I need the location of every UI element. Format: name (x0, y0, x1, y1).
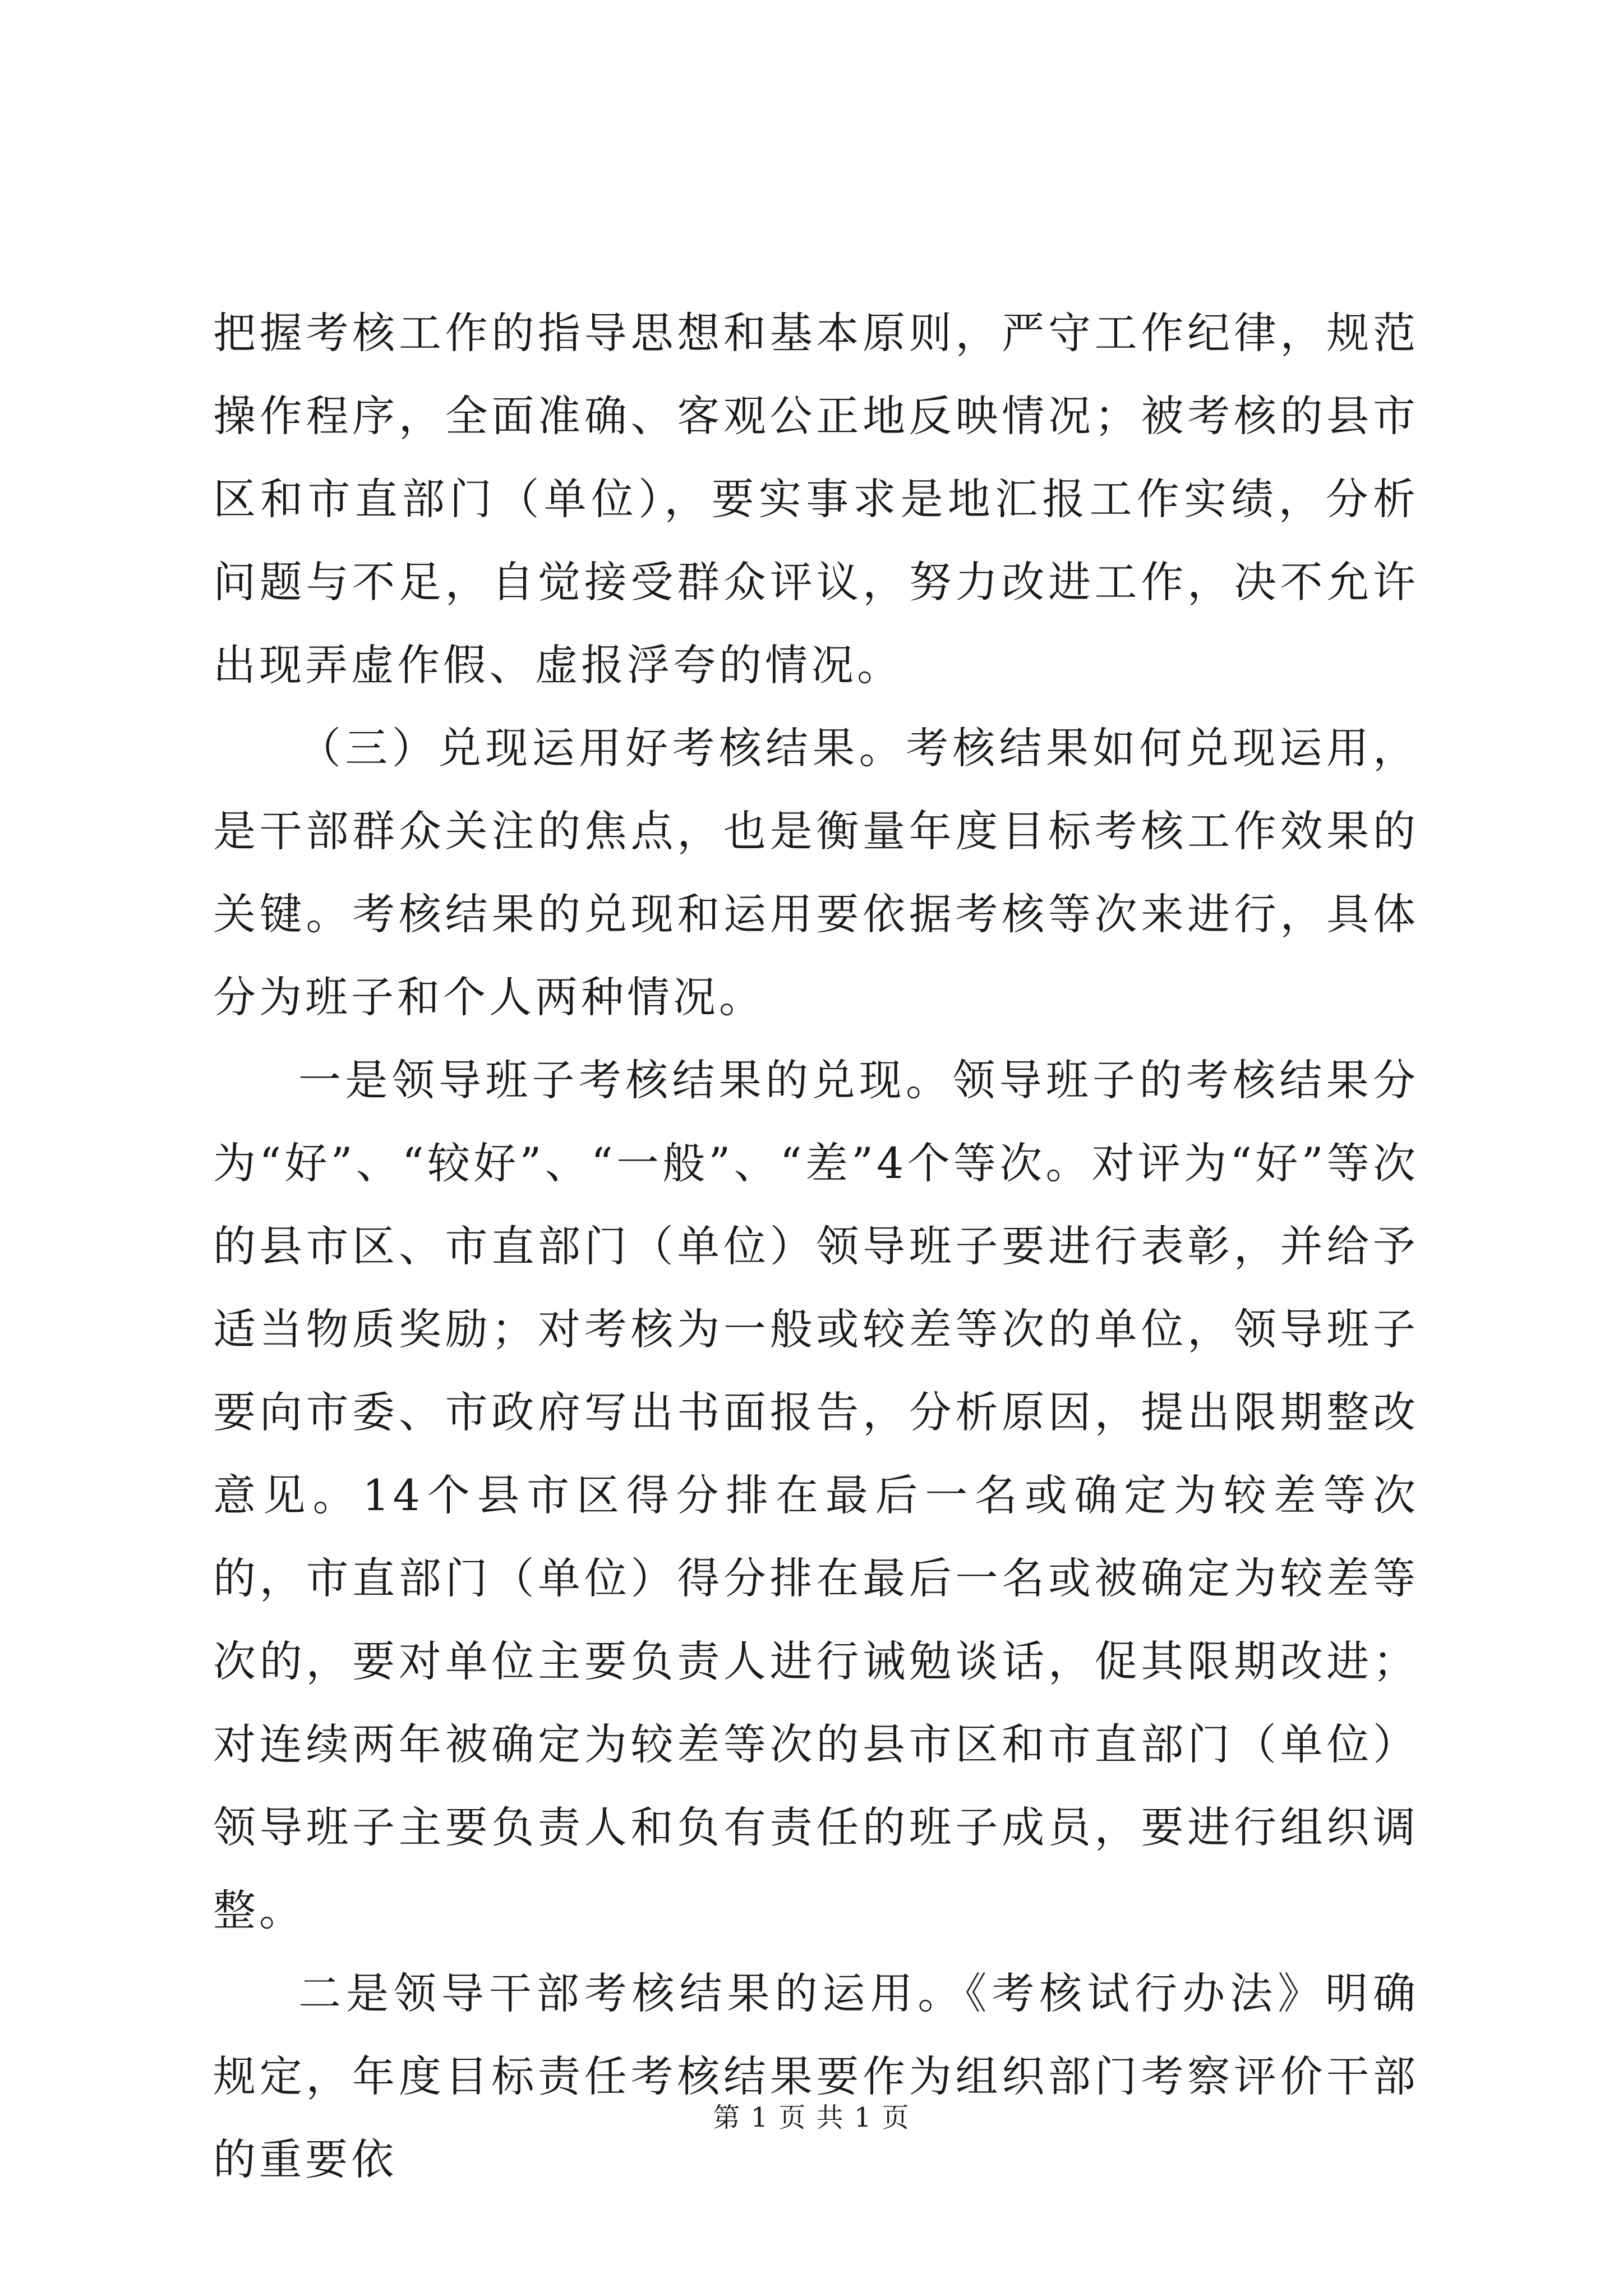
paragraph-section-three: （三）兑现运用好考核结果。考核结果如何兑现运用，是干部群众关注的焦点，也是衡量年度目标考核工作效果的关键。考核结果的兑现和运用要依据考核等次来进行，具体分为班子和个人两种情况。 (213, 723, 1419, 1022)
paragraph-leadership-results: 一是领导班子考核结果的兑现。领导班子的考核结果分为“好”、“较好”、“一般”、“差”4个等次。对评为“好”等次的县市区、市直部门（单位）领导班子要进行表彰，并给予适当物质奖励；对考核为一般或较差等次的单位，领导班子要向市委、市政府写出书面报告，分析原因，提出限期整改意见。14个县市区得分排在最后一名或确定为较差等次的，市直部门（单位）得分排在最后一名或被确定为较差等次的，要对单位主要负责人进行诫勉谈话，促其限期改进；对连续两年被确定为较差等次的县市区和市直部门（单位）领导班子主要负责人和负有责任的班子成员，要进行组织调整。 (213, 1055, 1419, 1935)
document-body (213, 292, 1419, 2201)
paragraph-cadre-results: 二是领导干部考核结果的运用。《考核试行办法》明确规定，年度目标责任考核结果要作为组织部门考察评价干部的重要依 (213, 1968, 1419, 2184)
paragraph-continuation: 把握考核工作的指导思想和基本原则，严守工作纪律，规范操作程序，全面准确、客观公正地反映情况；被考核的县市区和市直部门（单位），要实事求是地汇报工作实绩，分析问题与不足，自觉接受群众评议，努力改进工作，决不允许出现弄虚作假、虚报浮夸的情况。 (213, 308, 1419, 690)
page-footer: 第 1 页 共 1 页 (713, 2102, 910, 2133)
